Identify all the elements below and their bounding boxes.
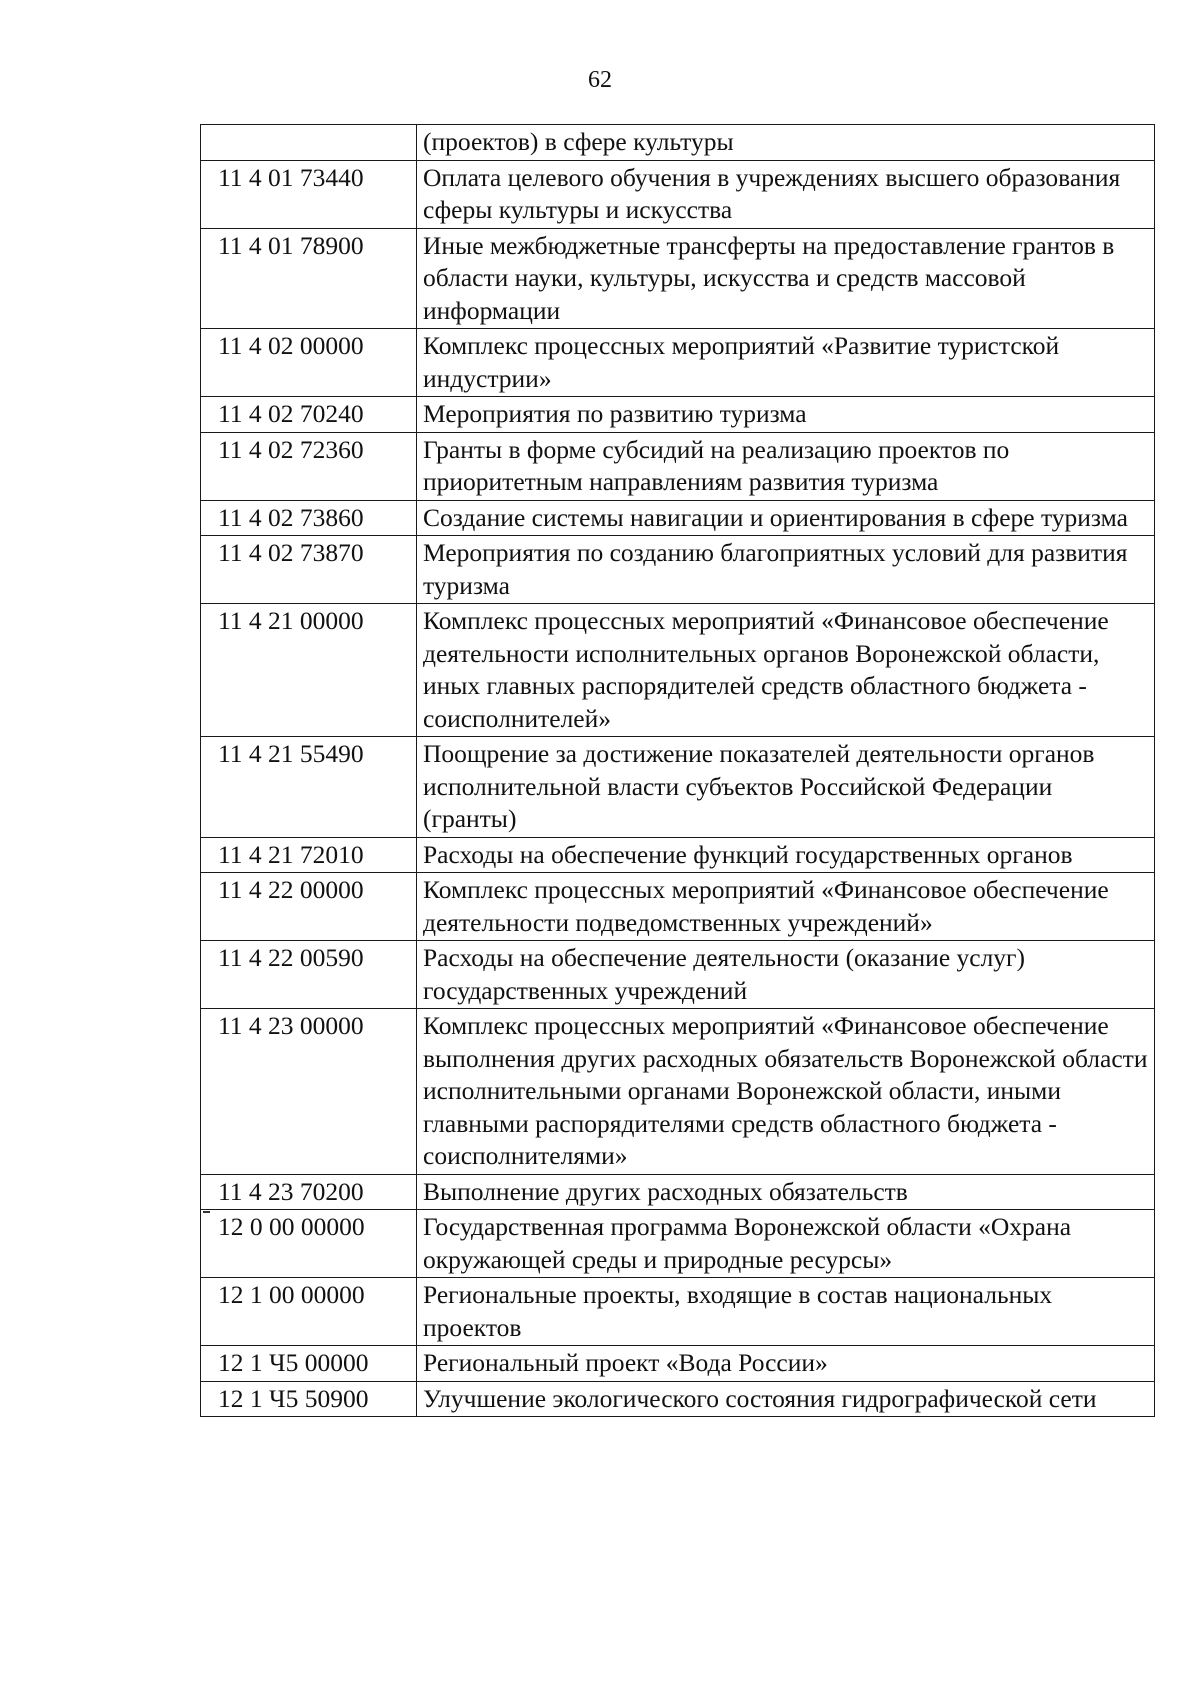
- row-description: Комплекс процессных мероприятий «Развитие туристской индустрии»: [417, 329, 1155, 397]
- row-code: 11 4 21 55490: [201, 737, 417, 838]
- scan-artifact-mark: [203, 1211, 210, 1213]
- row-description: (проектов) в сфере культуры: [417, 125, 1155, 161]
- row-code: 11 4 02 73860: [201, 500, 417, 536]
- table-row: [201, 1278, 1155, 1346]
- table-row: [201, 604, 1155, 737]
- row-code: 12 1 00 00000: [201, 1278, 417, 1346]
- table-row: [201, 837, 1155, 873]
- row-description: Комплекс процессных мероприятий «Финансовое обеспечение деятельности подведомственных учреждений»: [417, 873, 1155, 941]
- row-code: 12 1 Ч5 00000: [201, 1346, 417, 1382]
- table-row: [201, 228, 1155, 329]
- row-code: 12 0 00 00000: [201, 1210, 417, 1278]
- row-code: 11 4 02 00000: [201, 329, 417, 397]
- budget-classification-table: [200, 124, 1155, 1417]
- row-description: Расходы на обеспечение деятельности (оказание услуг) государственных учреждений: [417, 941, 1155, 1009]
- row-description: Гранты в форме субсидий на реализацию проектов по приоритетным направлениям развития туризма: [417, 432, 1155, 500]
- row-code: 11 4 23 00000: [201, 1009, 417, 1175]
- table-row: [201, 160, 1155, 228]
- row-description: Выполнение других расходных обязательств: [417, 1174, 1155, 1210]
- row-description: Региональный проект «Вода России»: [417, 1346, 1155, 1382]
- row-code: 11 4 02 72360: [201, 432, 417, 500]
- page-number: 62: [588, 67, 612, 93]
- row-description: Мероприятия по развитию туризма: [417, 397, 1155, 433]
- row-description: Региональные проекты, входящие в состав национальных проектов: [417, 1278, 1155, 1346]
- table-row: [201, 125, 1155, 161]
- table-row: [201, 1009, 1155, 1175]
- table-row: [201, 941, 1155, 1009]
- row-code: 11 4 22 00590: [201, 941, 417, 1009]
- table-row: [201, 500, 1155, 536]
- table-row: [201, 1174, 1155, 1210]
- row-code: 11 4 23 70200: [201, 1174, 417, 1210]
- row-code: [201, 125, 417, 161]
- table-row: [201, 873, 1155, 941]
- row-description: Поощрение за достижение показателей деятельности органов исполнительной власти субъектов Российской Федерации (гранты): [417, 737, 1155, 838]
- row-code: 11 4 02 73870: [201, 536, 417, 604]
- row-code: 11 4 01 73440: [201, 160, 417, 228]
- table-row: [201, 1346, 1155, 1382]
- row-code: 12 1 Ч5 50900: [201, 1381, 417, 1417]
- table-row: [201, 1381, 1155, 1417]
- row-description: Оплата целевого обучения в учреждениях высшего образования сферы культуры и искусства: [417, 160, 1155, 228]
- row-code: 11 4 21 00000: [201, 604, 417, 737]
- row-code: 11 4 21 72010: [201, 837, 417, 873]
- row-description: Иные межбюджетные трансферты на предоставление грантов в области науки, культуры, искусства и средств массовой информации: [417, 228, 1155, 329]
- table-row: [201, 1210, 1155, 1278]
- row-description: Улучшение экологического состояния гидрографической сети: [417, 1381, 1155, 1417]
- table-row: [201, 397, 1155, 433]
- row-description: Мероприятия по созданию благоприятных условий для развития туризма: [417, 536, 1155, 604]
- row-code: 11 4 01 78900: [201, 228, 417, 329]
- row-description: Расходы на обеспечение функций государственных органов: [417, 837, 1155, 873]
- table-row: [201, 432, 1155, 500]
- row-code: 11 4 22 00000: [201, 873, 417, 941]
- table-row: [201, 329, 1155, 397]
- row-description: Государственная программа Воронежской области «Охрана окружающей среды и природные ресурсы»: [417, 1210, 1155, 1278]
- table-body: [201, 125, 1155, 1417]
- row-code: 11 4 02 70240: [201, 397, 417, 433]
- table-row: [201, 737, 1155, 838]
- table-row: [201, 536, 1155, 604]
- row-description: Комплекс процессных мероприятий «Финансовое обеспечение деятельности исполнительных органов Воронежской области, иных главных распорядителей средств областного бюджета - соисполнителей»: [417, 604, 1155, 737]
- row-description: Комплекс процессных мероприятий «Финансовое обеспечение выполнения других расходных обязательств Воронежской области исполнительными органами Воронежской области, иными главными распорядителями средств областного бюджета - соисполнителями»: [417, 1009, 1155, 1175]
- row-description: Создание системы навигации и ориентирования в сфере туризма: [417, 500, 1155, 536]
